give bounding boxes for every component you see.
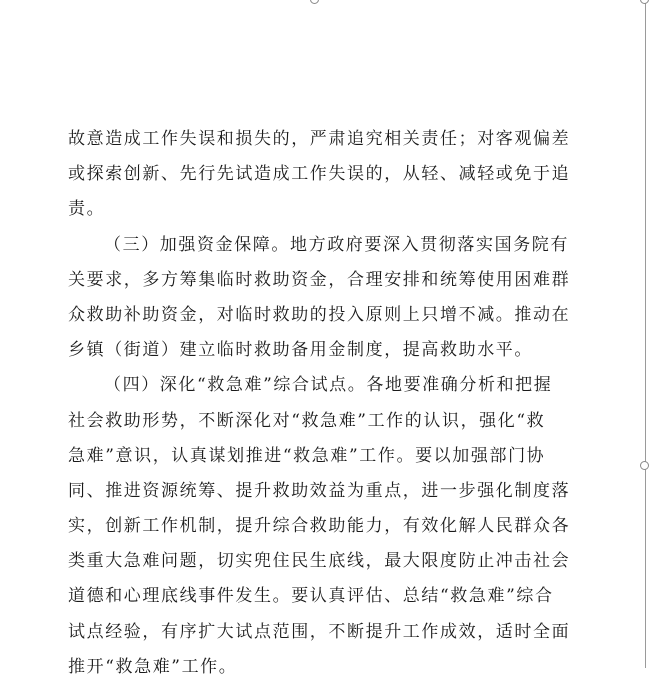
text-line: 责。 xyxy=(68,199,106,220)
binding-hole-mark xyxy=(640,461,649,470)
text-line: 乡镇（街道）建立临时救助备用金制度，提高救助水平。 xyxy=(68,340,533,361)
text-line: 类重大急难问题，切实兜住民生底线，最大限度防止冲击社会 xyxy=(68,551,571,572)
page-edge-line xyxy=(645,0,646,668)
text-line: 关要求，多方筹集临时救助资金，合理安排和统筹使用困难群 xyxy=(68,269,571,290)
text-line: 实，创新工作机制，提升综合救助能力，有效化解人民群众各 xyxy=(68,516,571,537)
section-heading-line: （三）加强资金保障。地方政府要深入贯彻落实国务院有 xyxy=(104,234,569,255)
text-line: 或探索创新、先行先试造成工作失误的，从轻、减轻或免于追 xyxy=(68,164,571,185)
text-line: 社会救助形势，不断深化对“救急难”工作的认识，强化“救 xyxy=(68,410,546,431)
text-line: 同、推进资源统筹、提升救助效益为重点，进一步强化制度落 xyxy=(68,480,571,501)
section-heading-line: （四）深化“救急难”综合试点。各地要准确分析和把握 xyxy=(104,375,553,396)
binding-hole-mark xyxy=(640,0,649,4)
document-body xyxy=(68,122,571,685)
text-line: 道德和心理底线事件发生。要认真评估、总结“救急难”综合 xyxy=(68,586,554,607)
binding-hole-mark xyxy=(310,0,319,4)
text-line: 推开“救急难”工作。 xyxy=(68,656,238,677)
text-line: 众救助补助资金，对临时救助的投入原则上只增不减。推动在 xyxy=(68,304,571,325)
text-line: 试点经验，有序扩大试点范围，不断提升工作成效，适时全面 xyxy=(68,621,571,642)
text-line: 急难”意识，认真谋划推进“救急难”工作。要以加强部门协 xyxy=(68,445,546,466)
text-line: 故意造成工作失误和损失的，严肃追究相关责任；对客观偏差 xyxy=(68,129,571,149)
